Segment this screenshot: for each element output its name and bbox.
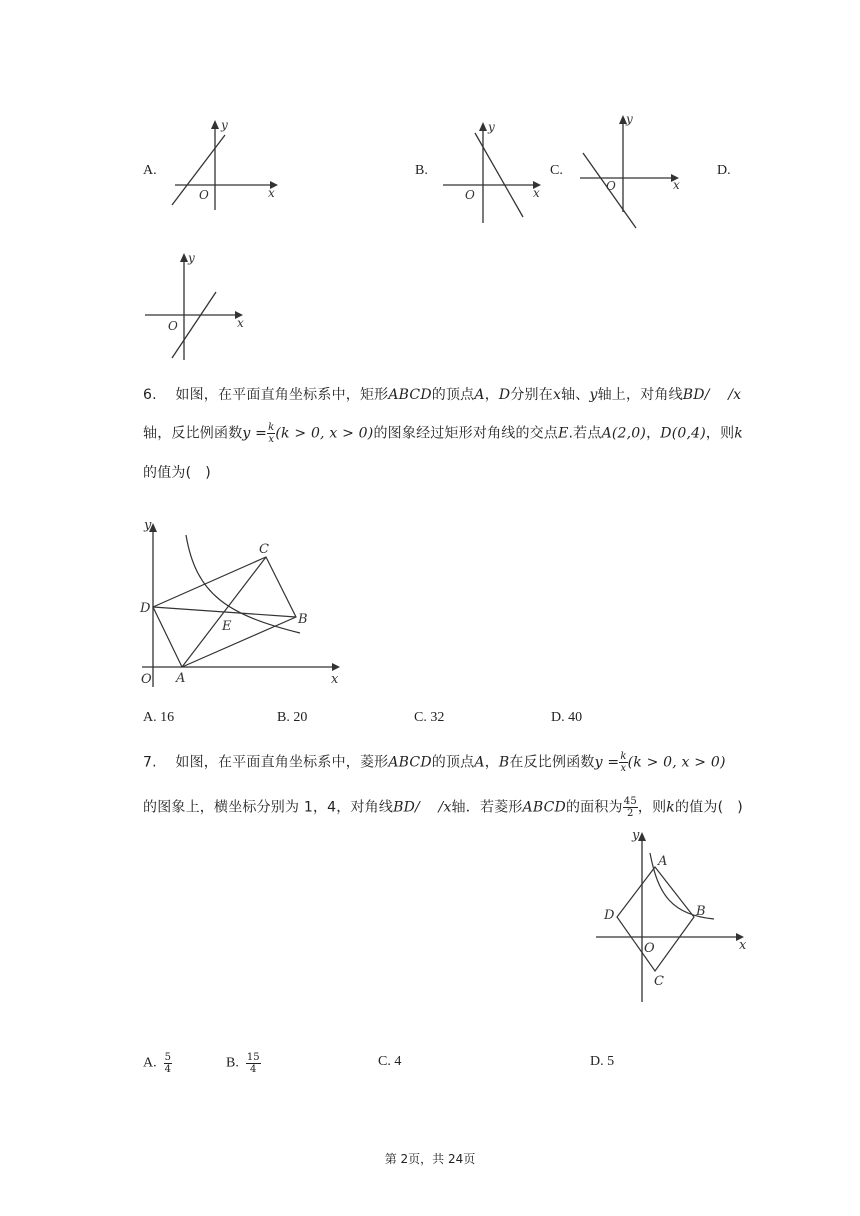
q5-option-b-label: B.	[415, 163, 428, 178]
q7-diagram	[592, 825, 754, 1005]
svg-text:x: x	[533, 186, 540, 200]
svg-text:x: x	[739, 938, 747, 953]
q5-option-b-graph	[435, 117, 550, 227]
svg-text:O: O	[465, 188, 475, 202]
svg-text:y: y	[626, 112, 633, 126]
svg-text:D: D	[140, 601, 151, 616]
q6-stem-line3: 的值为( )	[143, 465, 211, 481]
q5-option-d-graph	[140, 248, 255, 363]
q5-option-a-label: A.	[143, 163, 157, 178]
svg-text:O: O	[168, 319, 178, 333]
svg-text:x: x	[331, 672, 339, 687]
q7-stem-line2: 的图象上，横坐标分别为 1，4，对角线BD/ /x轴．若菱形ABCD的面积为 $\frac{45}{2}$ ，则k的值为( )	[143, 796, 743, 819]
svg-text:A: A	[658, 854, 668, 869]
q5-option-c-graph	[578, 110, 688, 232]
q6-diagram	[138, 515, 348, 690]
svg-text:O: O	[644, 941, 655, 956]
svg-text:x: x	[237, 316, 244, 330]
svg-text:B: B	[298, 612, 308, 627]
q5-option-c-label: C.	[550, 163, 563, 178]
svg-text:C: C	[654, 974, 664, 989]
svg-text:y: y	[632, 828, 640, 843]
svg-text:x: x	[673, 178, 680, 192]
svg-text:O: O	[606, 179, 616, 193]
q6-option-c: C. 32	[414, 710, 445, 725]
page-footer: 第 2页，共 24页	[384, 1152, 476, 1166]
svg-text:y: y	[188, 251, 195, 265]
svg-text:C: C	[259, 542, 269, 557]
svg-text:D: D	[604, 908, 615, 923]
q7-option-a: A. $\frac{5}{4}$	[143, 1052, 171, 1075]
q6-option-d: D. 40	[551, 710, 583, 725]
svg-text:A: A	[176, 671, 186, 686]
q5-option-d-label: D.	[717, 163, 731, 178]
q6-option-a: A. 16	[143, 710, 175, 725]
svg-text:B: B	[696, 904, 706, 919]
svg-text:E: E	[222, 619, 232, 634]
svg-text:y: y	[488, 120, 495, 134]
q6-stem-line2: 轴，反比例函数y = $\frac{k}{x}$ (k > 0, x > 0)的图象经过矩形对角线的交点E.若点A(2,0)，D(0,4)，则k	[143, 422, 743, 445]
svg-text:y: y	[221, 118, 228, 132]
q7-option-c: C. 4	[378, 1054, 402, 1069]
q6-stem-line1: 6. 如图，在平面直角坐标系中，矩形ABCD的顶点A，D分别在x轴、y轴上，对角线BD/ /x	[143, 387, 742, 403]
q7-option-d: D. 5	[590, 1054, 615, 1069]
q7-option-b: B. $\frac{15}{4}$	[226, 1052, 260, 1075]
svg-text:O: O	[199, 188, 209, 202]
q5-option-a-graph	[165, 115, 280, 210]
svg-text:O: O	[141, 672, 152, 687]
svg-text:x: x	[268, 186, 275, 200]
q6-option-b: B. 20	[277, 710, 308, 725]
svg-text:y: y	[144, 518, 152, 533]
q7-stem-line1: 7. 如图，在平面直角坐标系中，菱形ABCD的顶点A，B在反比例函数y = $\frac{k}{x}$ (k > 0, x > 0)	[143, 751, 726, 774]
